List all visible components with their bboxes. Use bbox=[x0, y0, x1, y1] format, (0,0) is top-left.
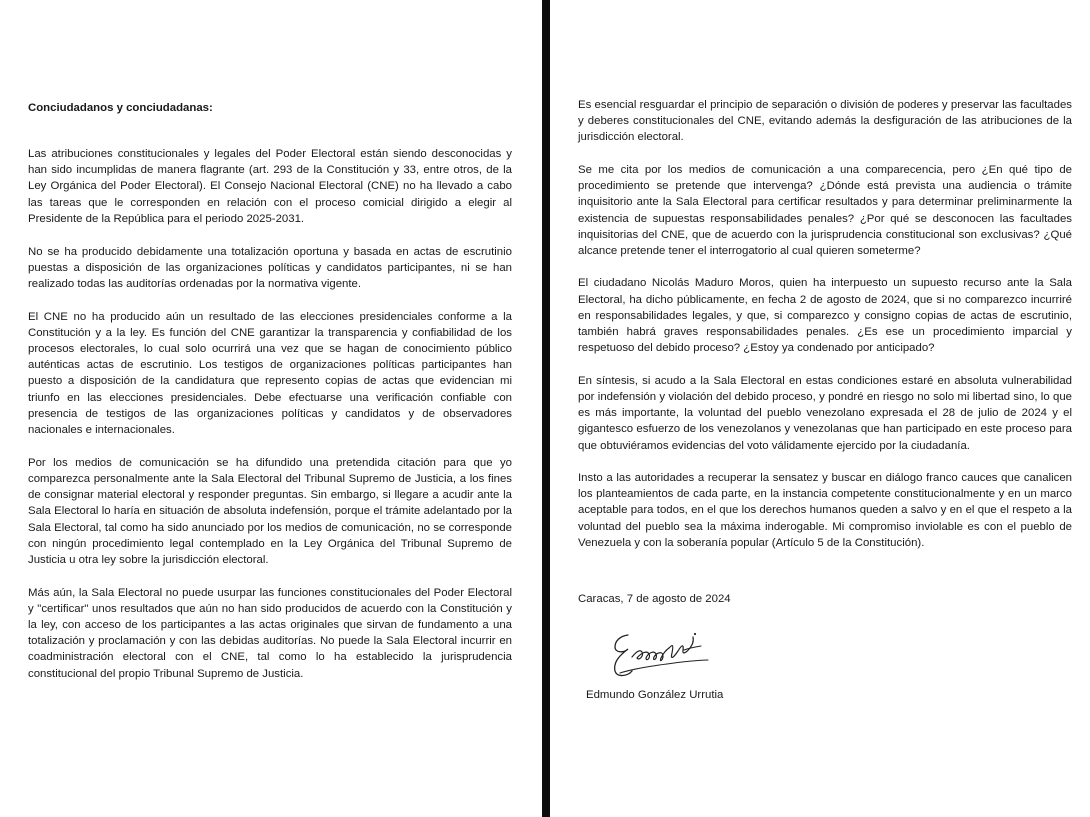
letter-page-right bbox=[550, 0, 1090, 817]
letter-salutation: Conciudadanos y conciudadanas: bbox=[28, 102, 213, 114]
left-paragraph-5: Más aún, la Sala Electoral no puede usurpar las funciones constitucionales del Poder Electoral y "certificar" unos resultados que aún no han sido producidos de acuerdo con la Constitución y la ley, con acceso de los participantes a las actas originales que sirvan de fundamento a una totalización y proclamación y con las debidas auditorías. No puede la Sala Electoral incurrir en coadministración electoral con el CNE, tal como lo ha establecido la jurisprudencia constitucional del propio Tribunal Supremo de Justicia. bbox=[28, 586, 512, 680]
handwritten-signature bbox=[606, 627, 716, 687]
left-paragraph-4: Por los medios de comunicación se ha difundido una pretendida citación para que yo comparezca personalmente ante la Sala Electoral del Tribunal Supremo de Justicia, a los fines de consignar material electoral y responder preguntas. Sin embargo, si llegare a acudir ante la Sala Electoral lo haría en situación de absoluta indefensión, porque el trámite adelantado por la Sala Electoral, tal como ha sido anunciado por los medios de comunicación, no se corresponde con ningún procedimiento legal contemplado en la Ley Orgánica del Tribunal Supremo de Justicia u otra ley sobre la jurisdicción electoral. bbox=[28, 456, 512, 566]
right-paragraph-1: Es esencial resguardar el principio de separación o división de poderes y preservar las facultades y deberes constitucionales del CNE, evitando además la desfiguración de las atribuciones de la jurisdicción electoral. bbox=[578, 99, 1072, 144]
right-paragraph-5: Insto a las autoridades a recuperar la sensatez y buscar en diálogo franco cauces que canalicen los planteamientos de cada parte, en la instancia competente constitucionalmente y en un marco aceptable para todos, en el que los derechos humanos queden a salvo y en el que el respeto a la voluntad del pueblo sea la máxima inderogable. Mi compromiso inviolable es con el pueblo de Venezuela y con la soberanía popular (Artículo 5 de la Constitución). bbox=[578, 472, 1072, 549]
place-and-date: Caracas, 7 de agosto de 2024 bbox=[578, 593, 731, 606]
page-divider bbox=[542, 0, 550, 817]
signer-name: Edmundo González Urrutia bbox=[586, 689, 724, 702]
left-paragraph-1: Las atribuciones constitucionales y legales del Poder Electoral están siendo desconocidas y han sido incumplidas de manera flagrante (art. 293 de la Constitución y 33, entre otros, de la Ley Orgánica del Poder Electoral). El Consejo Nacional Electoral (CNE) no ha llevado a cabo las tareas que le corresponden en relación con el proceso comicial dirigido a elegir al Presidente de la República para el periodo 2025-2031. bbox=[28, 148, 512, 225]
right-paragraph-2: Se me cita por los medios de comunicación a una comparecencia, pero ¿En qué tipo de procedimiento se pretende que intervenga? ¿Dónde está prevista una audiencia o trámite inquisitorio ante la Sala Electoral para certificar resultados y para determinar preliminarmente la existencia de supuestas responsabilidades penales? ¿Por qué se desconocen las facultades inquisitorias del CNE, que de acuerdo con la jurisprudencia constitucional son exclusivas? ¿Qué alcance pretende tener el interrogatorio al cual quieren someterme? bbox=[578, 163, 1072, 257]
right-paragraph-4: En síntesis, si acudo a la Sala Electoral en estas condiciones estaré en absoluta vulnerabilidad por indefensión y violación del debido proceso, y pondré en riesgo no solo mi libertad sino, lo que es más importante, la voluntad del pueblo venezolano expresada el 28 de julio de 2024 y el gigantesco esfuerzo de los venezolanos y venezolanas que han participado en este proceso para que obtuviéramos evidencias del voto válidamente ejercido por la ciudadanía. bbox=[578, 374, 1072, 452]
letter-page-left bbox=[0, 0, 542, 817]
left-paragraph-2: No se ha producido debidamente una totalización oportuna y basada en actas de escrutinio puestas a disposición de las organizaciones políticas y candidatos participantes, ni se han realizado todas las auditorías ordenadas por la normativa vigente. bbox=[28, 245, 512, 290]
left-paragraph-3: El CNE no ha producido aún un resultado de las elecciones presidenciales conforme a la Constitución y a la ley. Es función del CNE garantizar la transparencia y confiabilidad de los procesos electorales, lo cual solo ocurrirá una vez que se hagan de conocimiento público auténticas actas de escrutinio. Los testigos de organizaciones políticas participantes han puesto a disposición de la candidatura que represento copias de actas que evidencian mi triunfo en las elecciones presidenciales. Debe efectuarse una verificación confiable con presencia de testigos de las organizaciones políticas y candidatos y de observadores nacionales e internacionales. bbox=[28, 310, 512, 437]
right-paragraph-3: El ciudadano Nicolás Maduro Moros, quien ha interpuesto un supuesto recurso ante la Sala Electoral, ha dicho públicamente, en fecha 2 de agosto de 2024, que si no comparezco incurriré en responsabilidades legales, y que, si comparezco y consigno copias de actas de escrutinio, también habrá graves responsabilidades penales. ¿Es ese un procedimiento imparcial y respetuoso del debido proceso? ¿Estoy ya condenado por anticipado? bbox=[578, 277, 1072, 355]
